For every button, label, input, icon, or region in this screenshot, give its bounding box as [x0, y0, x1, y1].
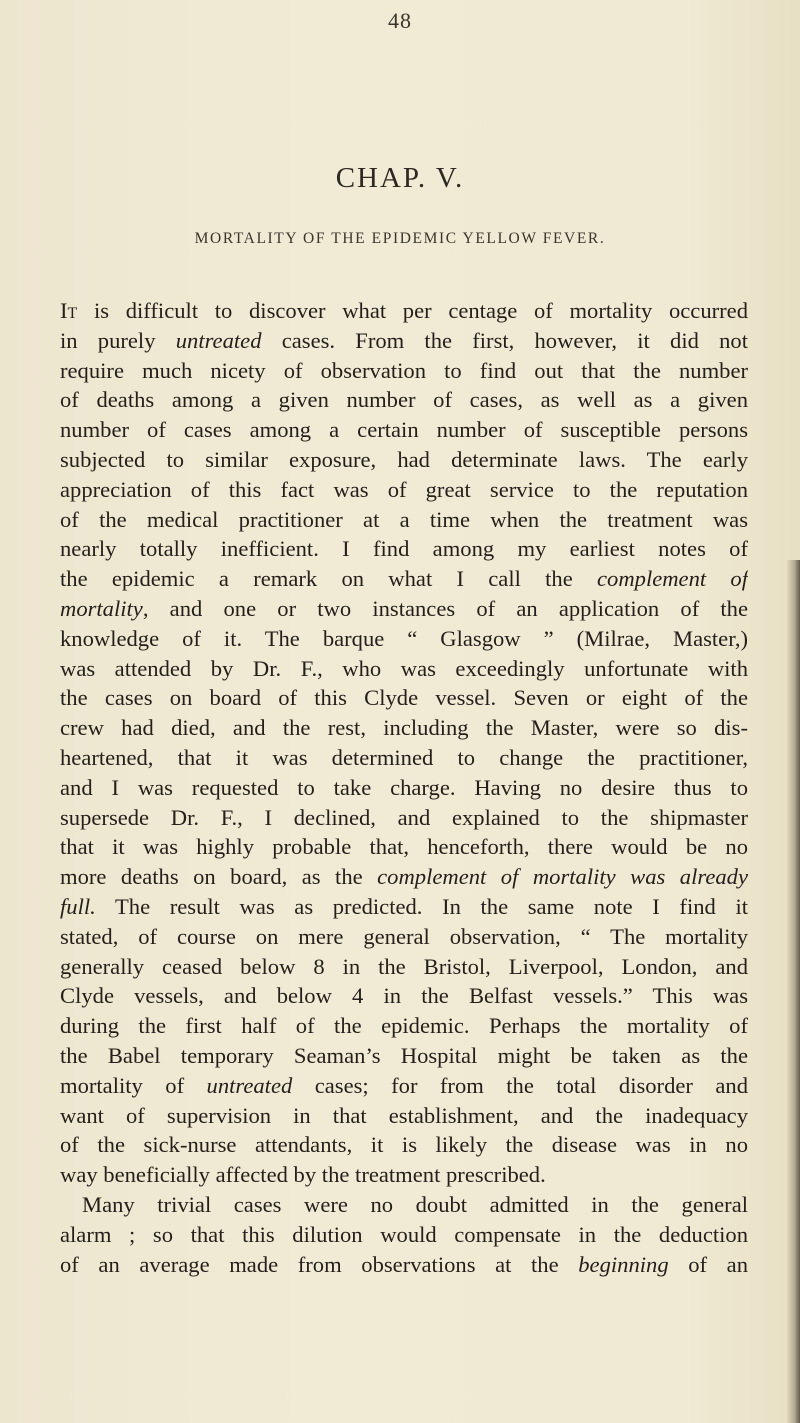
text-line — [60, 1071, 748, 1101]
text-line — [60, 475, 748, 505]
page-number: 48 — [388, 8, 412, 33]
text-run: of the medical practitioner at a time when the treatment was — [60, 506, 748, 532]
opening-word: It — [60, 298, 78, 323]
text-line — [60, 296, 748, 326]
text-run: require much nicety of observation to find out that the number — [60, 357, 748, 383]
text-line — [60, 1041, 748, 1071]
text-run: mortality of — [60, 1072, 207, 1098]
text-line — [60, 1101, 748, 1131]
text-line — [60, 952, 748, 982]
italic-text: full. — [60, 893, 96, 919]
text-run: the cases on board of this Clyde vessel. Seven or eight of the — [60, 685, 748, 711]
text-run: subjected to similar exposure, had determinate laws. The early — [60, 446, 748, 472]
italic-text: complement of — [597, 566, 748, 592]
text-run: appreciation of this fact was of great service to the reputation — [60, 476, 748, 502]
text-run: The result was as predicted. In the same note I find it — [95, 893, 748, 919]
italic-text: complement of mortality was already — [377, 864, 748, 890]
text-run: and I was requested to take charge. Having no desire thus to — [60, 774, 748, 800]
text-run: in purely — [60, 327, 176, 353]
text-run: generally ceased below 8 in the Bristol, Liverpool, London, and — [60, 953, 748, 979]
text-run: alarm ; so that this dilution would compensate in the deduction — [60, 1221, 748, 1247]
text-line — [60, 1011, 748, 1041]
text-line — [60, 1130, 748, 1160]
body-text — [60, 296, 748, 1279]
text-line — [60, 534, 748, 564]
text-line — [60, 356, 748, 386]
text-run: number of cases among a certain number of susceptible persons — [60, 417, 748, 443]
text-run: the epidemic a remark on what I call the — [60, 566, 597, 592]
text-run: cases. From the first, however, it did not — [261, 327, 748, 353]
text-run: was attended by Dr. F., who was exceedingly unfortunate with — [60, 655, 748, 681]
page-edge-shadow — [786, 560, 800, 1423]
text-line — [60, 1190, 748, 1220]
text-run: heartened, that it was determined to change the practitioner, — [60, 744, 748, 770]
text-run: crew had died, and the rest, including the Master, were so dis- — [60, 715, 748, 741]
text-line — [60, 594, 748, 624]
italic-text: mortality — [60, 595, 143, 621]
text-run: nearly totally inefficient. I find among my earliest notes of — [60, 536, 748, 562]
text-run: more deaths on board, as the — [60, 864, 378, 890]
text-run: during the first half of the epidemic. Perhaps the mortality of — [60, 1013, 748, 1039]
text-line — [60, 743, 748, 773]
text-line — [60, 1220, 748, 1250]
text-run: stated, of course on mere general observation, “ The mortality — [60, 923, 748, 949]
text-run: cases; for from the total disorder and — [292, 1072, 748, 1098]
text-line — [60, 683, 748, 713]
italic-text: beginning — [578, 1251, 669, 1277]
text-line — [60, 505, 748, 535]
text-line — [60, 654, 748, 684]
text-run: of an — [668, 1251, 748, 1277]
text-line — [60, 385, 748, 415]
italic-text: untreated — [206, 1072, 293, 1098]
text-line — [60, 1250, 748, 1280]
text-run: supersede Dr. F., I declined, and explained to the shipmaster — [60, 804, 748, 830]
text-line — [60, 624, 748, 654]
text-run: of the sick-nurse attendants, it is likely the disease was in no — [60, 1132, 748, 1158]
text-run: of an average made from observations at the — [60, 1251, 579, 1277]
text-line — [60, 773, 748, 803]
text-run: the Babel temporary Seaman’s Hospital might be taken as the — [60, 1042, 748, 1068]
text-line — [60, 922, 748, 952]
text-run: Clyde vessels, and below 4 in the Belfast vessels.” This was — [60, 983, 748, 1009]
text-run: want of supervision in that establishment, and the inadequacy — [60, 1102, 748, 1128]
text-line — [60, 326, 748, 356]
text-run: Many trivial cases were no doubt admitted in the general — [82, 1191, 748, 1217]
text-run: knowledge of it. The barque “ Glasgow ” (Milrae, Master,) — [60, 625, 748, 651]
text-line — [60, 803, 748, 833]
text-run: of deaths among a given number of cases, as well as a given — [60, 387, 748, 413]
text-line — [60, 981, 748, 1011]
text-line — [60, 415, 748, 445]
text-run: that it was highly probable that, henceforth, there would be no — [60, 834, 748, 860]
text-line — [60, 832, 748, 862]
chapter-subtitle: MORTALITY OF THE EPIDEMIC YELLOW FEVER. — [194, 230, 606, 247]
text-line — [60, 564, 748, 594]
text-run: way beneficially affected by the treatment prescribed. — [60, 1162, 546, 1188]
chapter-heading: CHAP. V. — [335, 162, 465, 194]
text-line — [60, 445, 748, 475]
italic-text: untreated — [175, 327, 262, 353]
text-line — [60, 1160, 748, 1190]
text-line — [60, 713, 748, 743]
text-line — [60, 862, 748, 892]
text-line — [60, 892, 748, 922]
text-run: , and one or two instances of an application of the — [142, 595, 748, 621]
text-run: is difficult to discover what per centage of mortality occurred — [77, 298, 748, 323]
